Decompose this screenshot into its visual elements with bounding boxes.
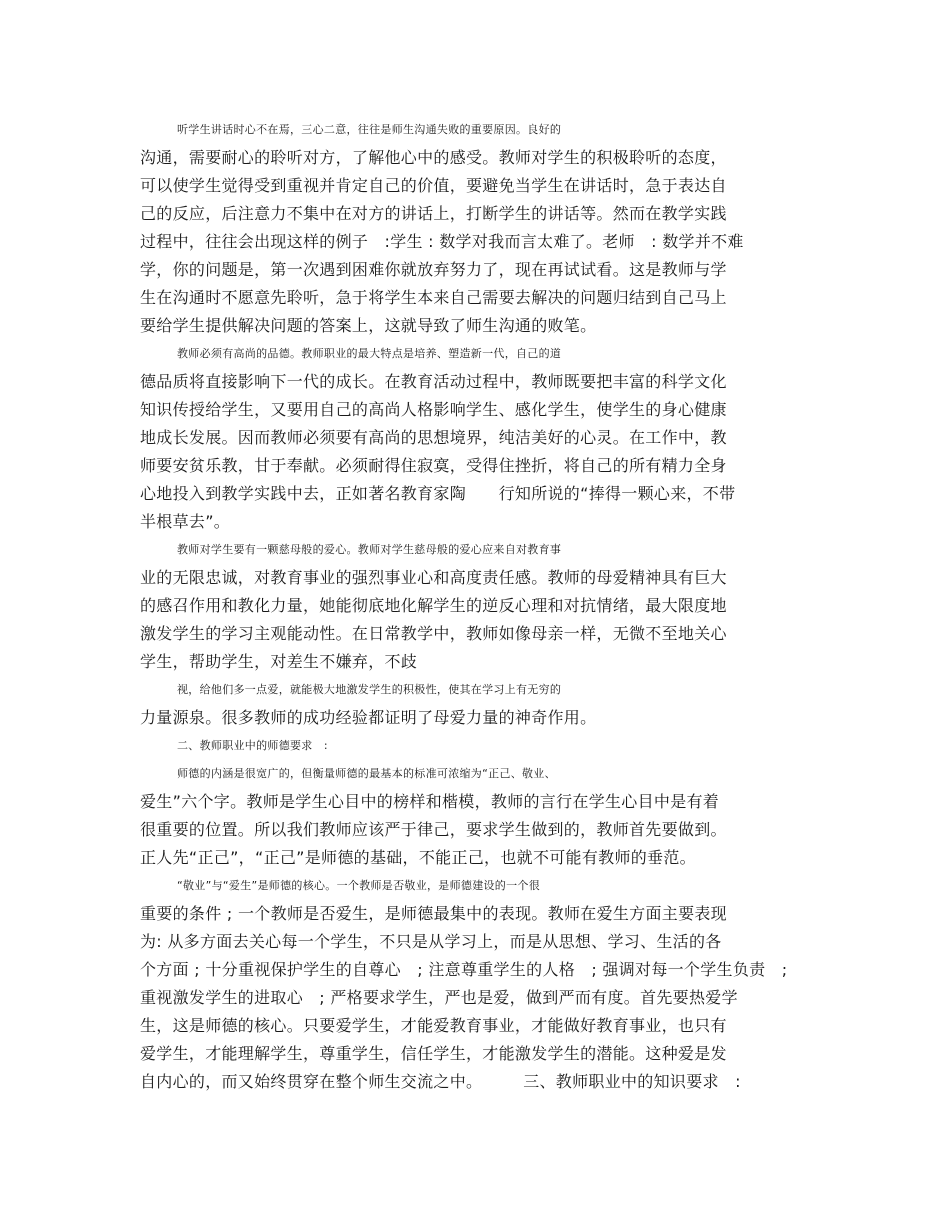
- text-line: 视，给他们多一点爱，就能极大地激发学生的积极性，使其在学习上有无穷的: [177, 683, 562, 696]
- text-line: 为: 从多方面去关心每一个学生，不只是从学习上，而是从思想、学习、生活的各: [140, 932, 722, 951]
- text-line: 学生，帮助学生，对差生不嫌弃，不歧: [140, 652, 418, 671]
- text-line: 听学生讲话时心不在焉，三心二意，往往是师生沟通失败的重要原因。良好的: [177, 123, 562, 136]
- text-line: 爱生”六个字。教师是学生心目中的榜样和楷模，教师的言行在学生心目中是有着: [140, 792, 720, 811]
- text-line: 重要的条件 ; 一个教师是否爱生，是师德最集中的表现。教师在爱生方面主要表现: [140, 904, 727, 923]
- text-line: 力量源泉。很多教师的成功经验都证明了母爱力量的神奇作用。: [140, 708, 597, 727]
- text-line: 自内心的，而又始终贯穿在整个师生交流之中。 三、教师职业中的知识要求 :: [140, 1072, 741, 1091]
- text-line: 师要安贫乐教，甘于奉献。必须耐得住寂寞，受得住挫折，将自己的所有精力全身: [140, 456, 727, 475]
- text-line: 业的无限忠诚，对教育事业的强烈事业心和高度责任感。教师的母爱精神具有巨大: [140, 568, 727, 587]
- text-line: 己的反应，后注意力不集中在对方的讲话上，打断学生的讲话等。然而在教学实践: [140, 204, 727, 223]
- text-line: 沟通，需要耐心的聆听对方，了解他心中的感受。教师对学生的积极聆听的态度，: [140, 148, 727, 167]
- text-line: 可以使学生觉得受到重视并肯定自己的价值，要避免当学生在讲话时，急于表达自: [140, 176, 727, 195]
- text-line: 的感召作用和教化力量，她能彻底地化解学生的逆反心理和对抗情绪，最大限度地: [140, 596, 727, 615]
- text-line: 正人先“正己”，“正己”是师德的基础，不能正己，也就不可能有教师的垂范。: [140, 848, 696, 867]
- text-line: “敬业”与“爱生”是师德的核心。一个教师是否敬业，是师德建设的一个很: [177, 879, 540, 892]
- text-line: 激发学生的学习主观能动性。在日常教学中，教师如像母亲一样，无微不至地关心: [140, 624, 727, 643]
- text-line: 生，这是师德的核心。只要爱学生，才能爱教育事业，才能做好教育事业，也只有: [140, 1016, 727, 1035]
- text-line: 师德的内涵是很宽广的，但衡量师德的最基本的标准可浓缩为“正己、敬业、: [177, 767, 556, 780]
- text-line: 学，你的问题是，第一次遇到困难你就放弃努力了，现在再试试看。这是教师与学: [140, 260, 727, 279]
- text-line: 过程中，往往会出现这样的例子 :学生 : 数学对我而言太难了。老师 : 数学并不难: [140, 232, 744, 251]
- text-line: 地成长发展。因而教师必须要有高尚的思想境界，纯洁美好的心灵。在工作中，教: [140, 428, 727, 447]
- text-line: 爱学生，才能理解学生，尊重学生，信任学生，才能激发学生的潜能。这种爱是发: [140, 1044, 727, 1063]
- section-heading: 二、教师职业中的师德要求 :: [177, 739, 328, 752]
- text-line: 知识传授给学生，又要用自己的高尚人格影响学生、感化学生，使学生的身心健康: [140, 400, 727, 419]
- text-line: 个方面 ; 十分重视保护学生的自尊心 ; 注意尊重学生的人格 ; 强调对每一个学生负责 ;: [140, 960, 788, 979]
- text-line: 要给学生提供解决问题的答案上，这就导致了师生沟通的败笔。: [140, 316, 597, 335]
- text-line: 教师对学生要有一颗慈母般的爱心。教师对学生慈母般的爱心应来自对教育事: [177, 543, 562, 556]
- text-line: 半根草去”。: [140, 512, 231, 531]
- text-line: 心地投入到教学实践中去，正如著名教育家陶 行知所说的“捧得一颗心来，不带: [140, 484, 736, 503]
- text-line: 重视激发学生的进取心 ; 严格要求学生，严也是爱，做到严而有度。首先要热爱学: [140, 988, 738, 1007]
- text-line: 德品质将直接影响下一代的成长。在教育活动过程中，教师既要把丰富的科学文化: [140, 372, 727, 391]
- text-line: 生在沟通时不愿意先聆听，急于将学生本来自己需要去解决的问题归结到自己马上: [140, 288, 727, 307]
- text-line: 很重要的位置。所以我们教师应该严于律己，要求学生做到的，教师首先要做到。: [140, 820, 727, 839]
- text-line: 教师必须有高尚的品德。教师职业的最大特点是培养、塑造新一代，自己的道: [177, 347, 562, 360]
